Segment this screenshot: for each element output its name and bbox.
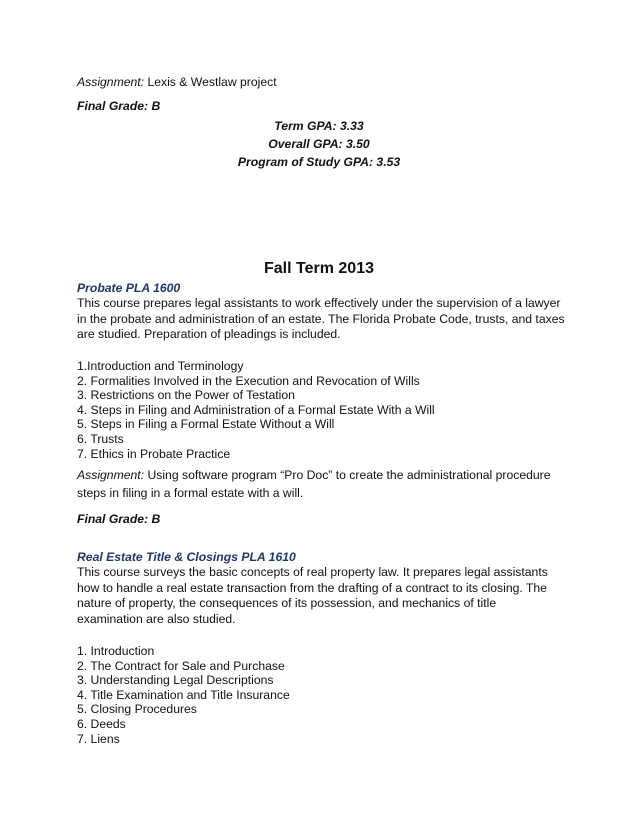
list-item: 6. Deeds <box>77 716 126 731</box>
list-item: 2. The Contract for Sale and Purchase <box>77 658 285 673</box>
course-title-probate: Probate PLA 1600 <box>77 281 181 295</box>
final-grade: Final Grade: B <box>77 99 161 113</box>
overall-gpa: Overall GPA: 3.50 <box>268 137 370 151</box>
list-item: 4. Steps in Filing and Administration of a Formal Estate With a Will <box>77 402 435 417</box>
list-item: 6. Trusts <box>77 431 124 446</box>
list-item: 1. Introduction <box>77 644 155 658</box>
list-item: 3. Restrictions on the Power of Testation <box>77 388 295 403</box>
list-item: 5. Closing Procedures <box>77 702 197 717</box>
list-item: 4. Title Examination and Title Insurance <box>77 687 290 702</box>
course-description-probate: This course prepares legal assistants to work effectively under the supervision of a lawyer in the probate and administration of an estate. The Florida Probate Code, trusts, and taxes are studied. Preparation of pleadings is included. <box>77 296 565 341</box>
program-gpa: Program of Study GPA: 3.53 <box>237 155 401 169</box>
list-item: 2. Formalities Involved in the Execution and Revocation of Wills <box>77 373 420 388</box>
assignment-line <box>77 75 567 90</box>
assignment-label: Assignment: <box>77 468 145 482</box>
assignment-probate <box>77 466 565 502</box>
topic-list-probate <box>77 359 567 461</box>
list-item: 5. Steps in Filing a Formal Estate Without a Will <box>77 417 335 432</box>
list-item: 7. Ethics in Probate Practice <box>77 446 231 461</box>
list-item: 7. Liens <box>77 731 120 746</box>
assignment-text: Lexis & Westlaw project <box>144 75 277 89</box>
course-description-real-estate: This course surveys the basic concepts of real property law. It prepares legal assistants how to handle a real estate transaction from the drafting of a contract to its closing. The nature of property, the consequences of its possession, and mechanics of title examination are also studied. <box>77 565 548 626</box>
term-gpa: Term GPA: 3.33 <box>274 119 364 133</box>
final-grade-probate: Final Grade: B <box>77 512 161 526</box>
list-item: 3. Understanding Legal Descriptions <box>77 673 274 688</box>
list-item: 1.Introduction and Terminology <box>77 359 244 373</box>
assignment-text: Using software program “Pro Doc” to create the administrational procedure steps in filing in a formal estate with a will. <box>77 468 551 500</box>
course-title-real-estate: Real Estate Title & Closings PLA 1610 <box>77 550 296 564</box>
assignment-label: Assignment: <box>77 75 145 89</box>
term-heading: Fall Term 2013 <box>264 260 374 277</box>
topic-list-real-estate <box>77 644 567 746</box>
